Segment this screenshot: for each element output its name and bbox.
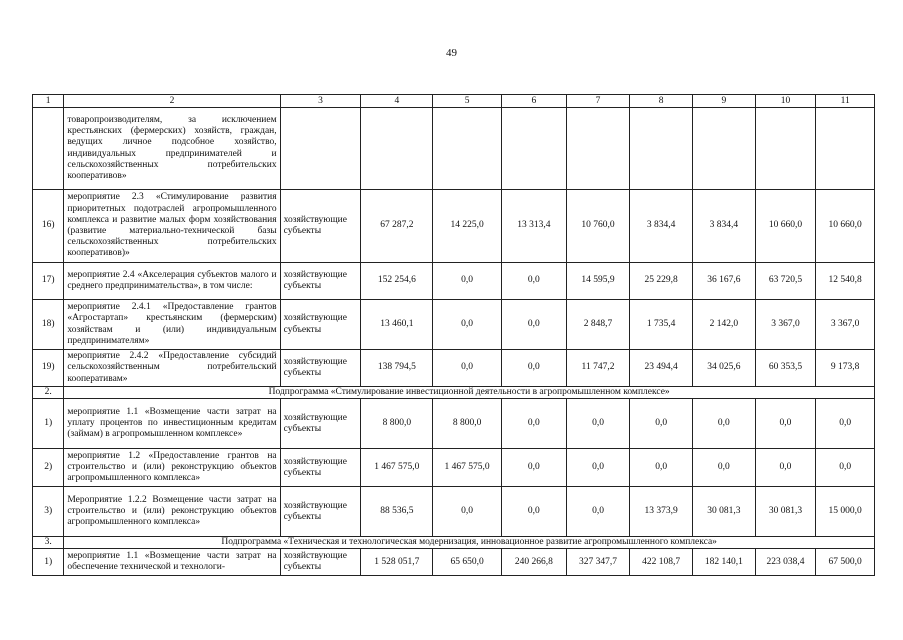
amount-cell: 67 287,2 — [361, 190, 433, 263]
column-number: 8 — [630, 95, 693, 108]
row-number: 17) — [33, 263, 64, 300]
amount-cell: 3 834,4 — [630, 190, 693, 263]
amount-cell: 15 000,0 — [816, 487, 875, 537]
amount-cell: 9 173,8 — [816, 350, 875, 387]
amount-cell: 65 650,0 — [433, 549, 502, 576]
table-row — [33, 108, 875, 190]
amount-cell: 0,0 — [566, 449, 630, 487]
amount-cell: 1 735,4 — [630, 300, 693, 350]
measure-name: мероприятие 1.1 «Возмещение части затрат на уплату процентов по инвестиционным кредитам (займам) в агропромышленном комплексе» — [64, 399, 280, 449]
amount-cell: 0,0 — [433, 350, 502, 387]
measure-name: мероприятие 1.2 «Предоставление грантов на строительство и (или) реконструкцию объектов агропромышленного комплекса» — [64, 449, 280, 487]
subprogram-row — [33, 537, 875, 549]
row-number: 1) — [33, 399, 64, 449]
amount-cell: 0,0 — [501, 399, 566, 449]
executor: хозяйствующие субъекты — [280, 487, 361, 537]
amount-cell: 67 500,0 — [816, 549, 875, 576]
amount-cell: 0,0 — [755, 449, 816, 487]
amount-cell — [501, 108, 566, 190]
amount-cell: 63 720,5 — [755, 263, 816, 300]
executor: хозяйствующие субъекты — [280, 449, 361, 487]
amount-cell: 0,0 — [566, 487, 630, 537]
amount-cell: 30 081,3 — [693, 487, 756, 537]
amount-cell: 0,0 — [433, 487, 502, 537]
column-number: 9 — [693, 95, 756, 108]
column-number: 6 — [501, 95, 566, 108]
row-number: 18) — [33, 300, 64, 350]
amount-cell: 0,0 — [693, 399, 756, 449]
amount-cell: 0,0 — [501, 263, 566, 300]
column-number: 11 — [816, 95, 875, 108]
measure-name: товаропроизводителям, за исключением крестьянских (фермерских) хозяйств, граждан, ведущих личное подсобное хозяйство, индивидуальных предпринимателей и сельскохозяйственных потребительских кооперативов» — [64, 108, 280, 190]
amount-cell: 8 800,0 — [433, 399, 502, 449]
amount-cell: 11 747,2 — [566, 350, 630, 387]
column-number: 7 — [566, 95, 630, 108]
amount-cell: 8 800,0 — [361, 399, 433, 449]
amount-cell — [816, 108, 875, 190]
program-financing-table — [32, 94, 875, 576]
amount-cell: 13 460,1 — [361, 300, 433, 350]
amount-cell: 0,0 — [566, 399, 630, 449]
amount-cell: 0,0 — [630, 399, 693, 449]
amount-cell: 0,0 — [501, 350, 566, 387]
measure-name: Мероприятие 1.2.2 Возмещение части затрат на строительство и (или) реконструкцию объектов агропромышленного комплекса» — [64, 487, 280, 537]
row-number: 19) — [33, 350, 64, 387]
row-number — [33, 108, 64, 190]
amount-cell: 12 540,8 — [816, 263, 875, 300]
amount-cell: 0,0 — [693, 449, 756, 487]
executor: хозяйствующие субъекты — [280, 190, 361, 263]
amount-cell: 152 254,6 — [361, 263, 433, 300]
row-number: 2. — [33, 387, 64, 399]
row-number: 2) — [33, 449, 64, 487]
subprogram-title: Подпрограмма «Стимулирование инвестиционной деятельности в агропромышленном комплексе» — [64, 387, 875, 399]
amount-cell: 223 038,4 — [755, 549, 816, 576]
measure-name: мероприятие 2.4 «Акселерация субъектов малого и среднего предпринимательства», в том числе: — [64, 263, 280, 300]
amount-cell: 25 229,8 — [630, 263, 693, 300]
amount-cell: 14 595,9 — [566, 263, 630, 300]
subprogram-title: Подпрограмма «Техническая и технологическая модернизация, инновационное развитие агропромышленного комплекса» — [64, 537, 875, 549]
measure-name: мероприятие 2.4.2 «Предоставление субсидий сельскохозяйственным потребительский кооперативам» — [64, 350, 280, 387]
table-row — [33, 449, 875, 487]
measure-name: мероприятие 2.3 «Стимулирование развития приоритетных подотраслей агропромышленного комплекса и развитие малых форм хозяйствования (развитие материально-технической базы сельскохозяйственных потребительских кооперативов)» — [64, 190, 280, 263]
executor: хозяйствующие субъекты — [280, 263, 361, 300]
table-row — [33, 190, 875, 263]
column-number-row — [33, 95, 875, 108]
table-row — [33, 487, 875, 537]
column-number: 10 — [755, 95, 816, 108]
amount-cell: 36 167,6 — [693, 263, 756, 300]
amount-cell: 1 467 575,0 — [361, 449, 433, 487]
amount-cell — [566, 108, 630, 190]
amount-cell: 422 108,7 — [630, 549, 693, 576]
amount-cell: 0,0 — [501, 449, 566, 487]
amount-cell: 327 347,7 — [566, 549, 630, 576]
amount-cell: 0,0 — [755, 399, 816, 449]
amount-cell: 13 373,9 — [630, 487, 693, 537]
amount-cell: 2 848,7 — [566, 300, 630, 350]
amount-cell: 0,0 — [433, 300, 502, 350]
table-row — [33, 350, 875, 387]
amount-cell: 0,0 — [816, 449, 875, 487]
executor: хозяйствующие субъекты — [280, 300, 361, 350]
executor — [280, 108, 361, 190]
executor: хозяйствующие субъекты — [280, 549, 361, 576]
table-row — [33, 263, 875, 300]
table-row — [33, 399, 875, 449]
row-number: 16) — [33, 190, 64, 263]
amount-cell — [755, 108, 816, 190]
amount-cell: 3 367,0 — [755, 300, 816, 350]
row-number: 3. — [33, 537, 64, 549]
amount-cell: 14 225,0 — [433, 190, 502, 263]
column-number: 4 — [361, 95, 433, 108]
measure-name: мероприятие 1.1 «Возмещение части затрат на обеспечение технической и технологи- — [64, 549, 280, 576]
amount-cell: 138 794,5 — [361, 350, 433, 387]
measure-name: мероприятие 2.4.1 «Предоставление грантов «Агростартап» крестьянским (фермерским) хозяйствам и (или) индивидуальным предпринимателям» — [64, 300, 280, 350]
column-number: 5 — [433, 95, 502, 108]
amount-cell: 30 081,3 — [755, 487, 816, 537]
column-number: 2 — [64, 95, 280, 108]
amount-cell — [693, 108, 756, 190]
amount-cell: 3 367,0 — [816, 300, 875, 350]
table-row — [33, 549, 875, 576]
amount-cell: 3 834,4 — [693, 190, 756, 263]
amount-cell — [433, 108, 502, 190]
amount-cell: 34 025,6 — [693, 350, 756, 387]
amount-cell: 0,0 — [630, 449, 693, 487]
amount-cell: 1 528 051,7 — [361, 549, 433, 576]
amount-cell: 60 353,5 — [755, 350, 816, 387]
amount-cell: 2 142,0 — [693, 300, 756, 350]
amount-cell: 10 760,0 — [566, 190, 630, 263]
amount-cell: 13 313,4 — [501, 190, 566, 263]
amount-cell: 0,0 — [816, 399, 875, 449]
amount-cell: 240 266,8 — [501, 549, 566, 576]
amount-cell: 182 140,1 — [693, 549, 756, 576]
amount-cell: 10 660,0 — [755, 190, 816, 263]
amount-cell: 0,0 — [501, 300, 566, 350]
amount-cell: 0,0 — [501, 487, 566, 537]
row-number: 3) — [33, 487, 64, 537]
amount-cell — [361, 108, 433, 190]
amount-cell — [630, 108, 693, 190]
amount-cell: 1 467 575,0 — [433, 449, 502, 487]
page-number: 49 — [446, 47, 457, 59]
column-number: 3 — [280, 95, 361, 108]
executor: хозяйствующие субъекты — [280, 399, 361, 449]
row-number: 1) — [33, 549, 64, 576]
amount-cell: 23 494,4 — [630, 350, 693, 387]
amount-cell: 10 660,0 — [816, 190, 875, 263]
subprogram-row — [33, 387, 875, 399]
executor: хозяйствующие субъекты — [280, 350, 361, 387]
table-row — [33, 300, 875, 350]
amount-cell: 88 536,5 — [361, 487, 433, 537]
column-number: 1 — [33, 95, 64, 108]
amount-cell: 0,0 — [433, 263, 502, 300]
